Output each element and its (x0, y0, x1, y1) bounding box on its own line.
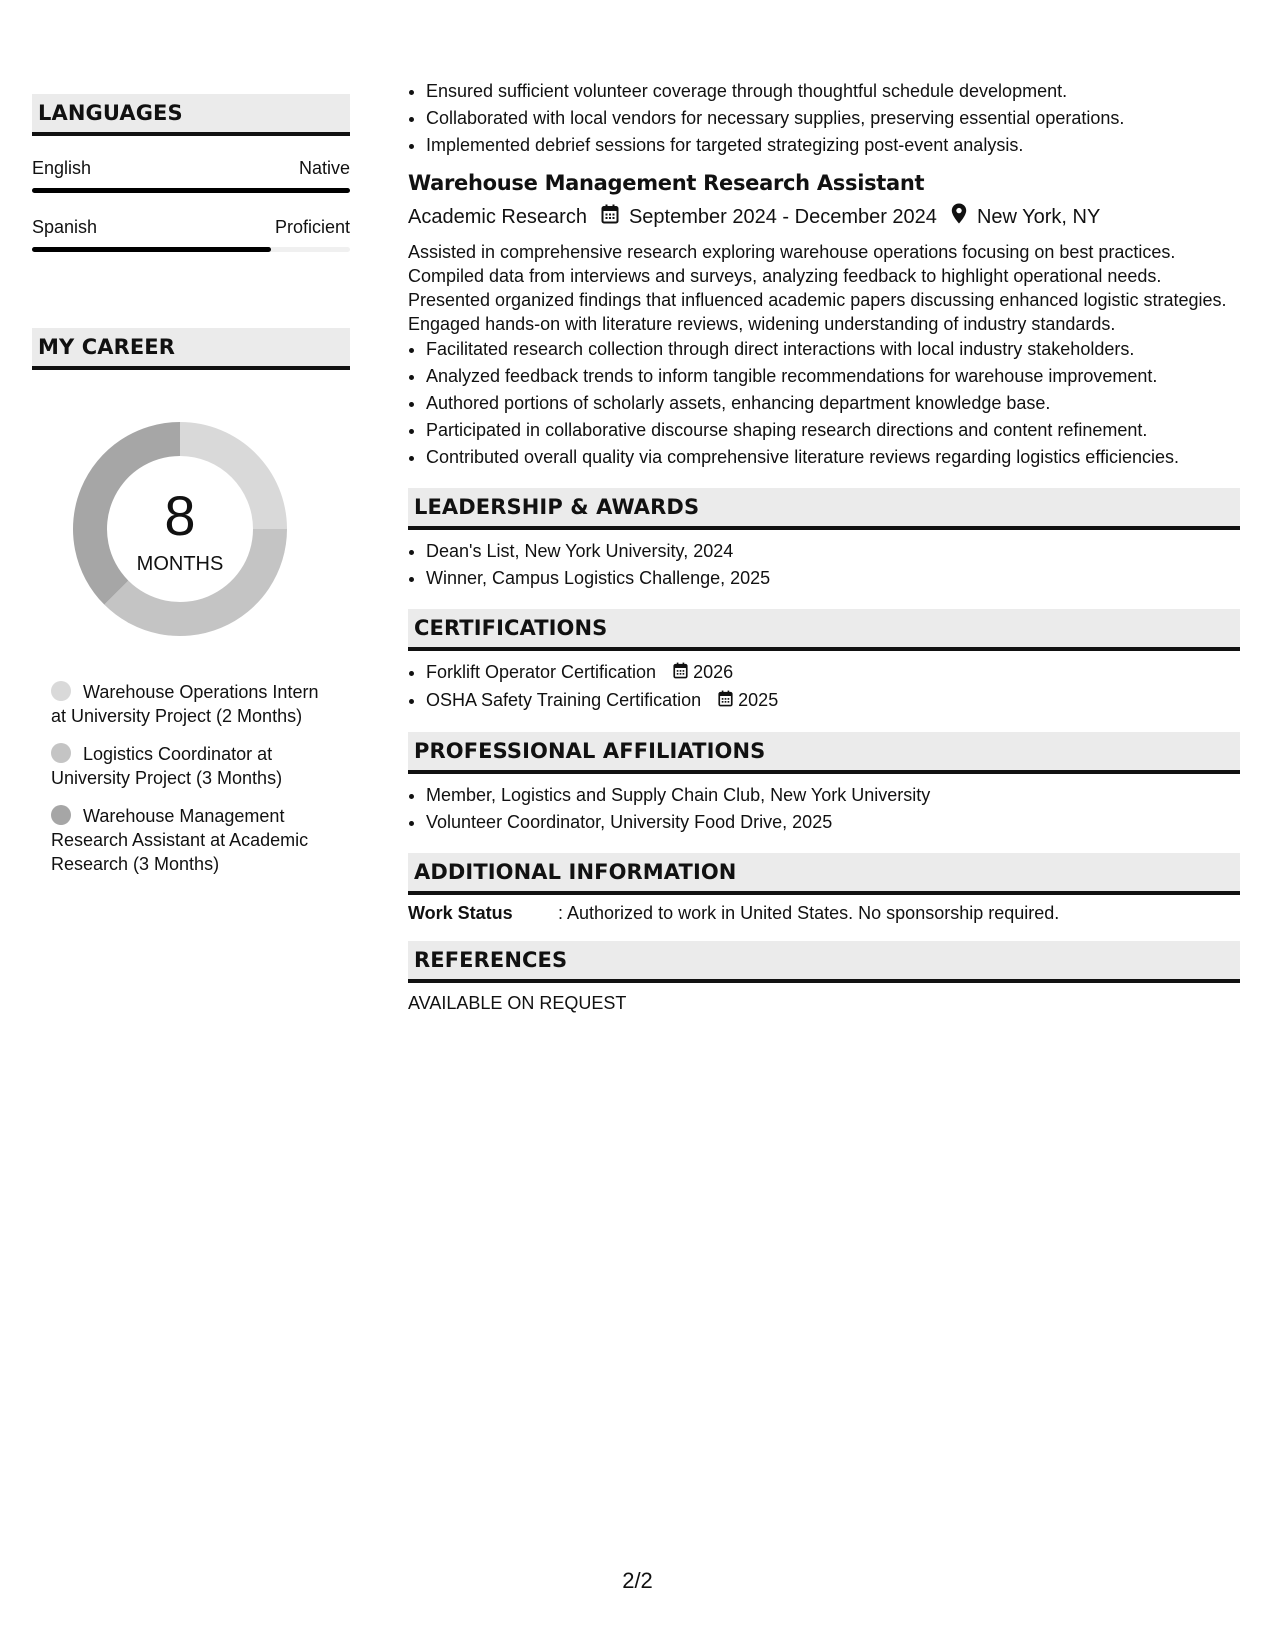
language-proficiency-bar (32, 247, 350, 252)
language-name: Spanish (32, 217, 98, 237)
legend-dot (51, 681, 71, 701)
right-column (408, 78, 1240, 1014)
languages-heading: LANGUAGES (32, 94, 350, 136)
job-meta (408, 203, 1240, 231)
job-title: Warehouse Management Research Assistant (408, 171, 925, 195)
work-status-key: Work Status (408, 902, 513, 923)
list-item: • Authored portions of scholarly assets, enhancing department knowledge base. (426, 390, 1240, 417)
career-legend (51, 680, 331, 876)
list-item: • Dean's List, New York University, 2024 (426, 538, 1240, 565)
legend-label: Warehouse Management Research Assistant at Academic Research (3 Months) (51, 806, 309, 874)
awards-heading: LEADERSHIP & AWARDS (408, 488, 1240, 530)
language-proficiency-fill (32, 247, 271, 252)
affiliations-heading: PROFESSIONAL AFFILIATIONS (408, 732, 1240, 774)
additional-info-section (408, 853, 1240, 924)
list-item: • Participated in collaborative discourse shaping research directions and content refinement. (426, 417, 1240, 444)
cert-name: Forklift Operator Certification (426, 662, 657, 682)
job-company: Academic Research (408, 206, 587, 228)
list-item: • Volunteer Coordinator, University Food Drive, 2025 (426, 809, 1240, 836)
language-spanish (32, 217, 350, 252)
additional-info-heading: ADDITIONAL INFORMATION (408, 853, 1240, 895)
list-item: • Collaborated with local vendors for necessary supplies, preserving essential operations. (426, 105, 1240, 132)
calendar-icon (601, 204, 619, 231)
certifications-heading: CERTIFICATIONS (408, 609, 1240, 651)
career-total-label: MONTHS (136, 553, 224, 575)
list-item: • Winner, Campus Logistics Challenge, 2025 (426, 565, 1240, 592)
list-item (426, 659, 1240, 687)
legend-label: Logistics Coordinator at University Project (3 Months) (51, 744, 283, 788)
page-number: 2/2 (622, 1568, 653, 1593)
list-item: • Facilitated research collection through direct interactions with local industry stakeholders. (426, 336, 1240, 363)
list-item: • Contributed overall quality via comprehensive literature reviews regarding logistics efficiencies. (426, 444, 1240, 471)
certifications-section (408, 609, 1240, 715)
list-item: • Analyzed feedback trends to inform tangible recommendations for warehouse improvement. (426, 363, 1240, 390)
calendar-icon (673, 660, 688, 687)
location-pin-icon (951, 203, 967, 231)
job-location: New York, NY (976, 206, 1101, 228)
cert-year: 2025 (738, 689, 779, 710)
career-legend-item (51, 804, 331, 876)
language-english (32, 158, 350, 193)
career-legend-item (51, 680, 331, 728)
cert-year: 2026 (693, 662, 734, 682)
job-bullets (408, 336, 1240, 471)
calendar-icon (718, 688, 733, 715)
previous-job-bullets (408, 78, 1240, 159)
language-proficiency-bar (32, 188, 350, 193)
language-level: Proficient (274, 217, 350, 237)
references-section (408, 941, 1240, 1014)
legend-dot (51, 743, 71, 763)
language-proficiency-fill (32, 188, 350, 193)
list-item: • Implemented debrief sessions for targeted strategizing post-event analysis. (426, 132, 1240, 159)
job-description: Assisted in comprehensive research exploring warehouse operations focusing on best practices. Compiled data from interviews and surveys, analyzing feedback to highlight operational needs. Presented organized findings that influenced academic papers discussing enhanced logistic strategies. Engaged hands-on with literature reviews, widening understanding of industry standards. (408, 242, 1227, 334)
career-total-value: 8 (164, 484, 196, 547)
list-item (426, 687, 1240, 715)
legend-dot (51, 805, 71, 825)
affiliations-section (408, 732, 1240, 836)
references-heading: REFERENCES (408, 941, 1240, 983)
references-text: AVAILABLE ON REQUEST (408, 992, 627, 1013)
left-column (32, 94, 350, 890)
list-item: • Ensured sufficient volunteer coverage through thoughtful schedule development. (426, 78, 1240, 105)
work-status-row (408, 903, 1240, 924)
career-donut-chart (65, 414, 295, 644)
list-item: • Member, Logistics and Supply Chain Club, New York University (426, 782, 1240, 809)
awards-section (408, 488, 1240, 592)
language-name: English (32, 158, 92, 178)
language-level: Native (298, 158, 350, 178)
career-heading: MY CAREER (32, 328, 350, 370)
work-status-value: : Authorized to work in United States. No sponsorship required. (558, 902, 1060, 923)
job-dates: September 2024 - December 2024 (628, 206, 937, 228)
cert-name: OSHA Safety Training Certification (426, 689, 702, 710)
legend-label: Warehouse Operations Intern at University Project (2 Months) (51, 682, 319, 726)
career-legend-item (51, 742, 331, 790)
